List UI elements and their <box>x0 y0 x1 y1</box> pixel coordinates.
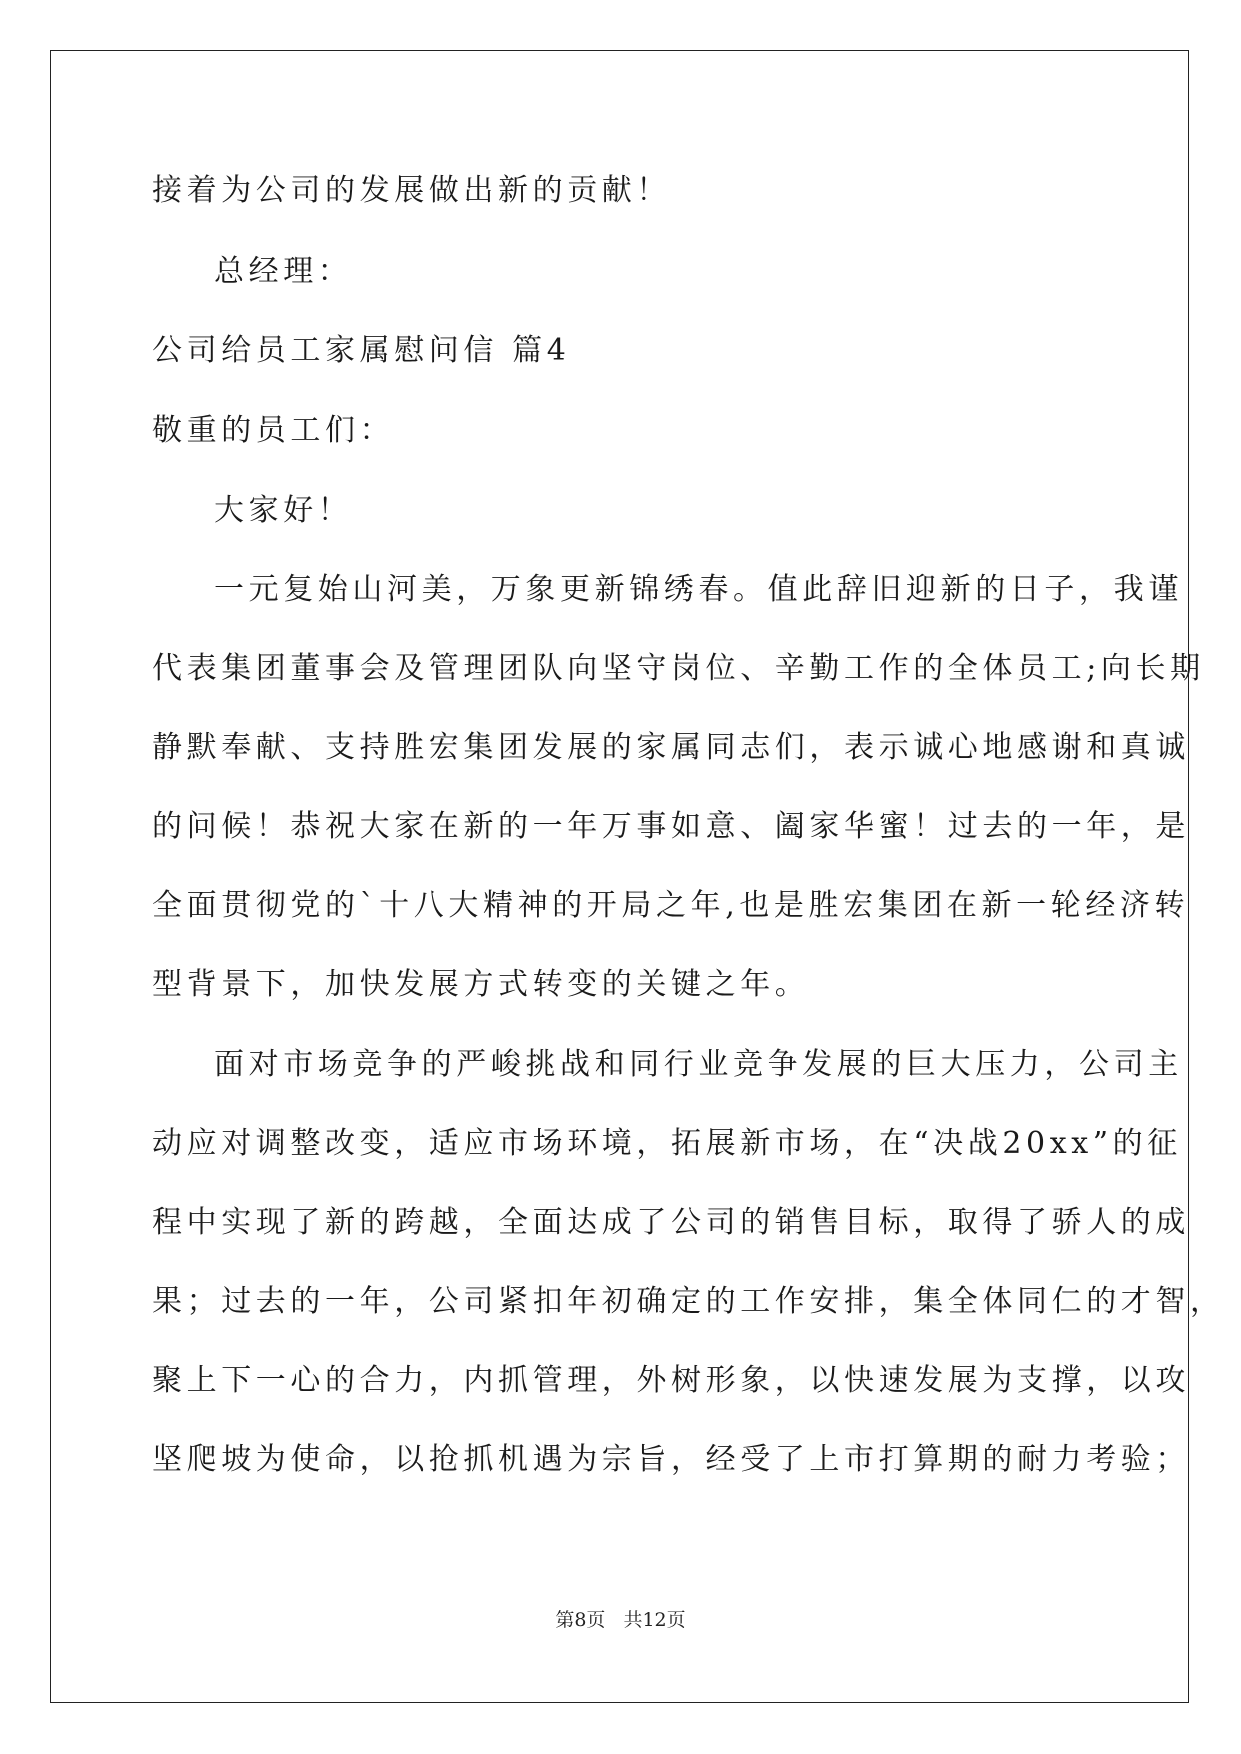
paragraph-line: 全面贯彻党的`十八大精神的开局之年,也是胜宏集团在新一轮经济转 <box>152 888 1190 923</box>
paragraph-line: 代表集团董事会及管理团队向坚守岗位、辛勤工作的全体员工;向长期 <box>152 651 1205 686</box>
paragraph-line: 型背景下，加快发展方式转变的关键之年。 <box>152 967 810 1002</box>
paragraph-line: 程中实现了新的跨越，全面达成了公司的销售目标，取得了骄人的成 <box>152 1205 1190 1240</box>
paragraph-line: 的问候！恭祝大家在新的一年万事如意、阖家华蜜！过去的一年，是 <box>152 809 1190 844</box>
greeting: 大家好！ <box>214 493 353 528</box>
paragraph-line: 接着为公司的发展做出新的贡献！ <box>152 173 671 208</box>
paragraph-line: 坚爬坡为使命，以抢抓机遇为宗旨，经受了上市打算期的耐力考验； <box>152 1442 1190 1477</box>
paragraph-line: 一元复始山河美，万象更新锦绣春。值此辞旧迎新的日子，我谨 <box>214 572 1183 607</box>
section-heading: 公司给员工家属慰问信 篇4 <box>152 333 571 368</box>
page-footer <box>0 1608 1241 1632</box>
salutation: 敬重的员工们： <box>152 413 395 448</box>
page-total: 共12页 <box>623 1609 686 1631</box>
paragraph-line: 聚上下一心的合力，内抓管理，外树形象，以快速发展为支撑，以攻 <box>152 1363 1190 1398</box>
paragraph-line: 面对市场竞争的严峻挑战和同行业竞争发展的巨大压力，公司主 <box>214 1047 1183 1082</box>
paragraph-line: 果；过去的一年，公司紧扣年初确定的工作安排，集全体同仁的才智， <box>152 1284 1225 1319</box>
signature-line: 总经理： <box>214 254 353 289</box>
paragraph-line: 静默奉献、支持胜宏集团发展的家属同志们，表示诚心地感谢和真诚 <box>152 730 1190 765</box>
paragraph-line: 动应对调整改变，适应市场环境，拓展新市场，在“决战20xx”的征 <box>152 1126 1182 1161</box>
page-number: 第8页 <box>555 1609 606 1631</box>
